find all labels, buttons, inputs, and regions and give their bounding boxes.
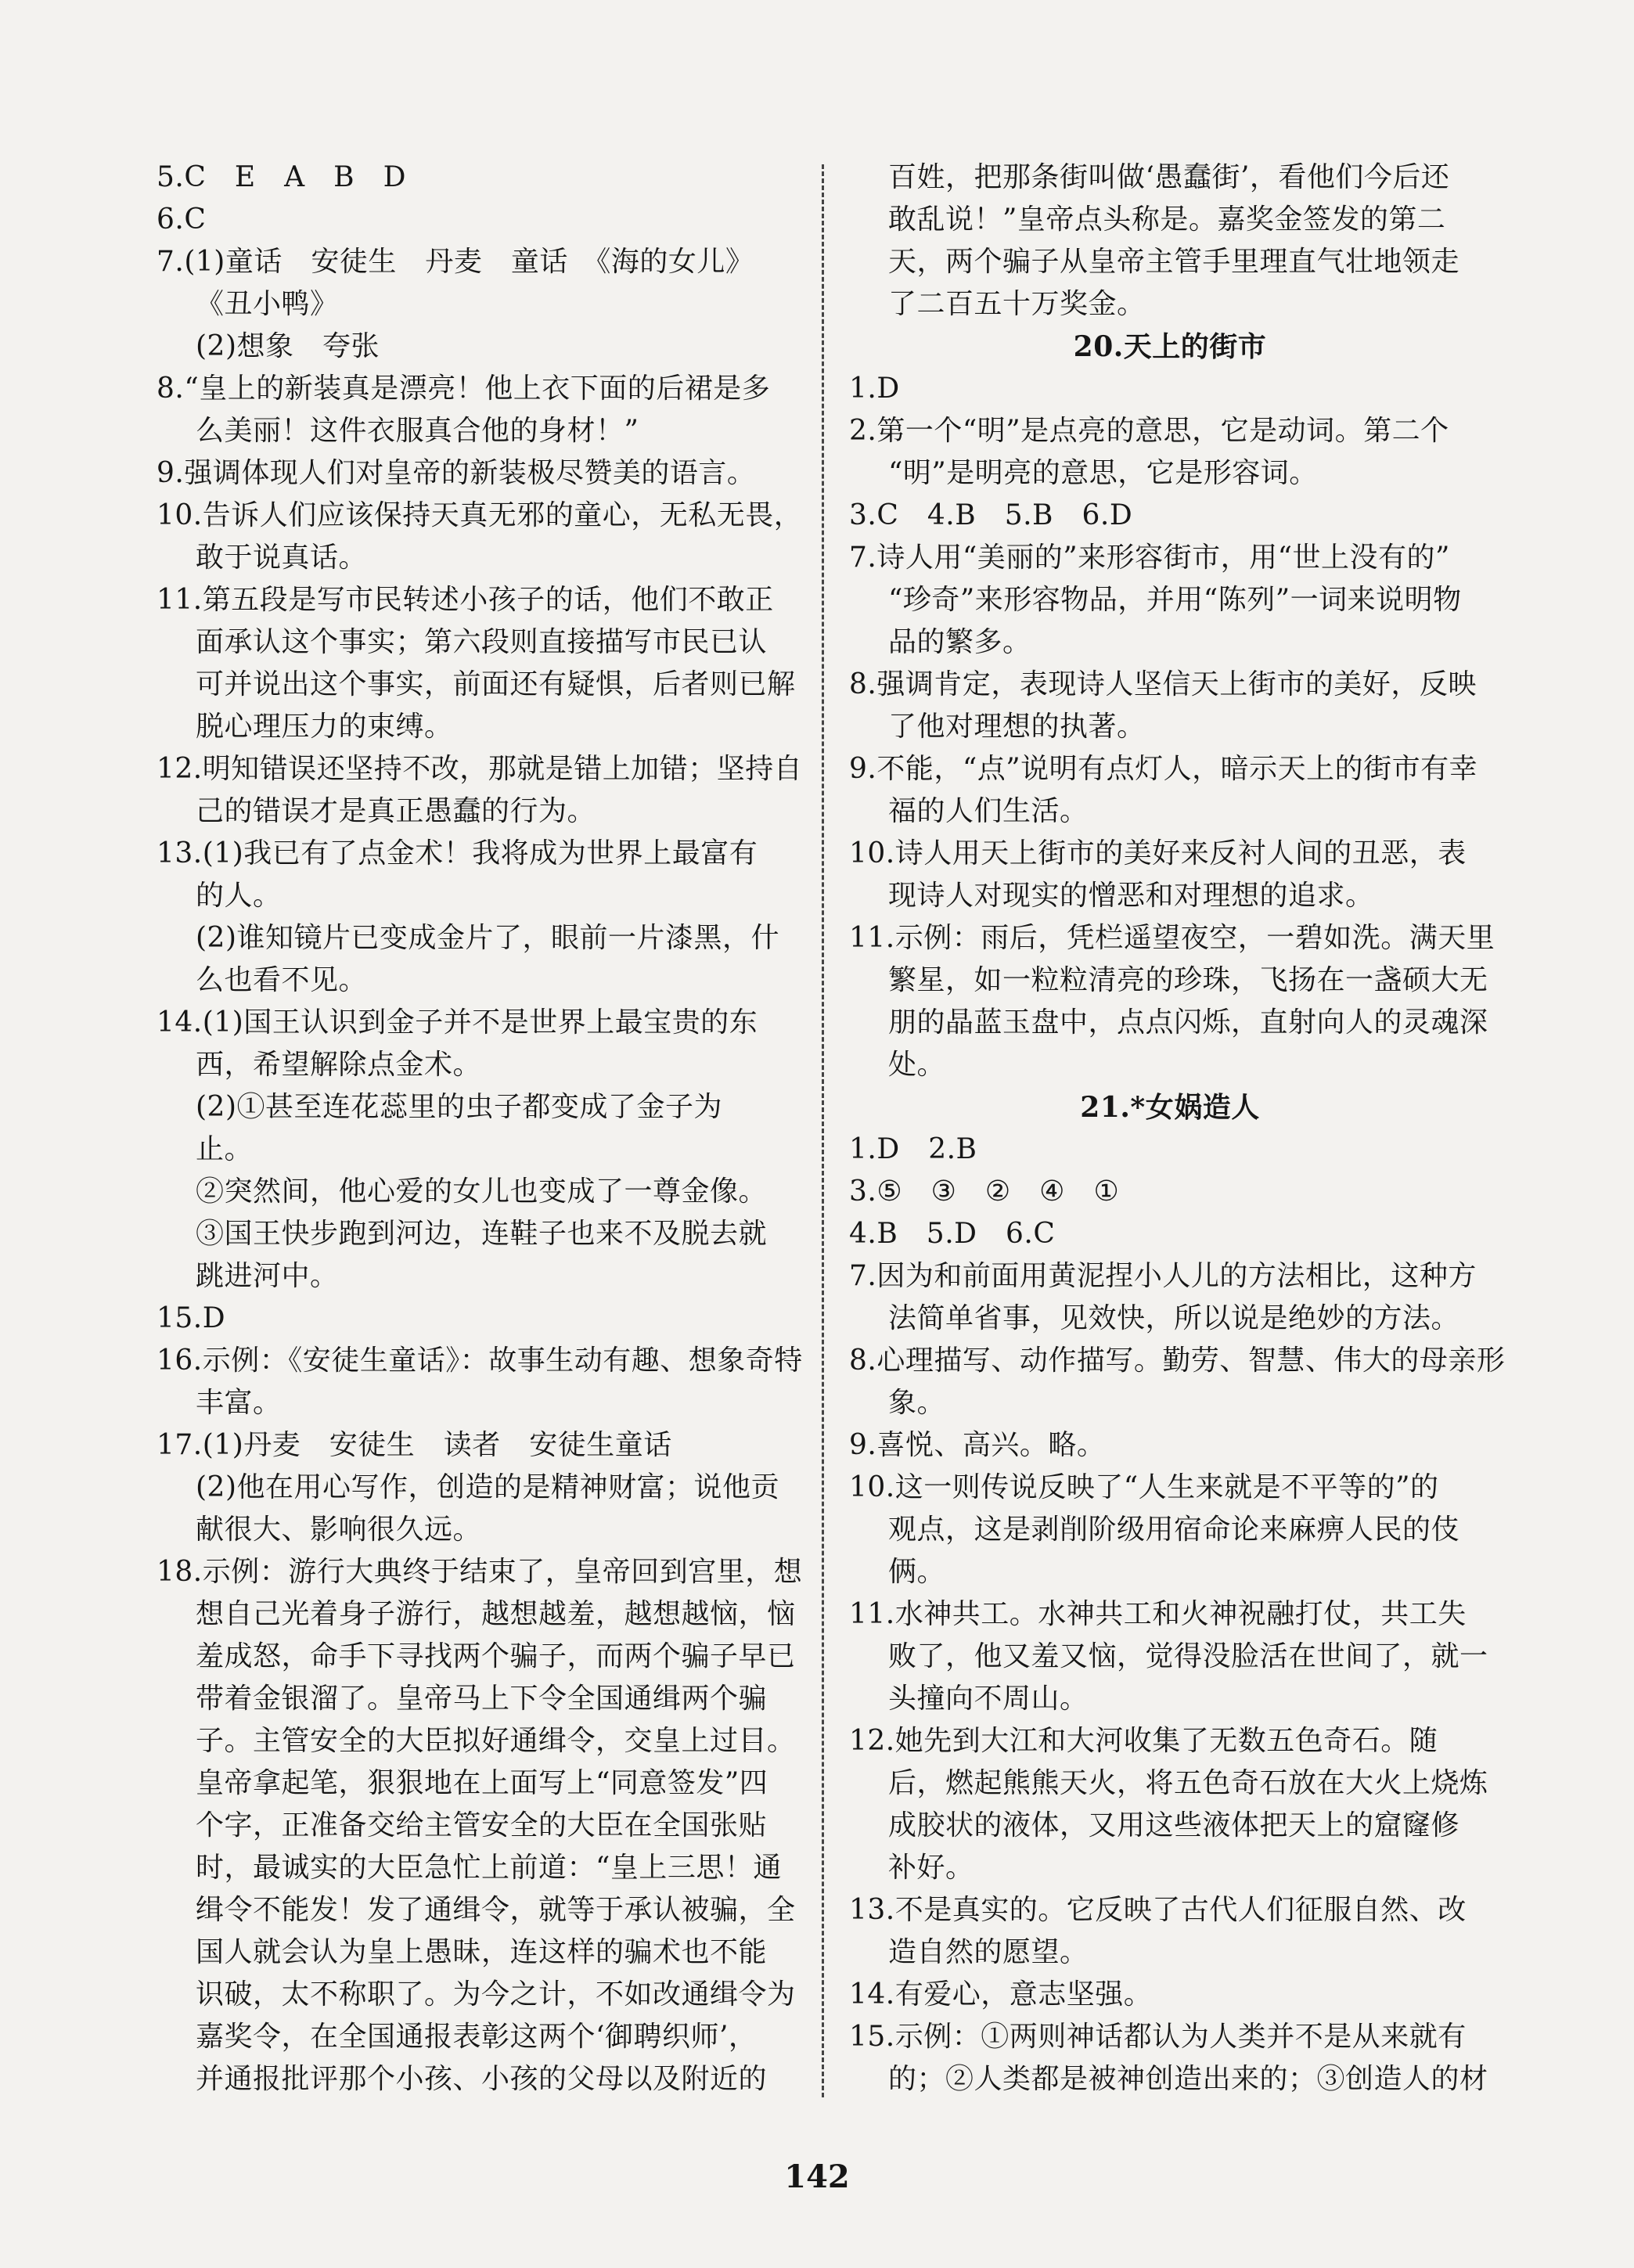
answer-line: (2)想象 夸张 [196, 330, 380, 362]
answer-line: 止。 [196, 1133, 254, 1165]
answer-line: 处。 [888, 1049, 946, 1081]
answer-line: 1.D [849, 373, 900, 405]
answer-line: 子。主管安全的大臣拟好通缉令，交皇上过目。 [196, 1725, 796, 1757]
answer-line: 4.B 5.D 6.C [849, 1218, 1056, 1250]
answer-line: 福的人们生活。 [888, 795, 1089, 827]
answer-line: 法简单省事，见效快，所以说是绝妙的方法。 [888, 1302, 1460, 1334]
answer-line: 8.“皇上的新装真是漂亮！他上衣下面的后裙是多 [157, 373, 771, 405]
answer-line: 1.D 2.B [849, 1133, 977, 1165]
answer-line: 7.因为和前面用黄泥捏小人儿的方法相比，这种方 [849, 1260, 1477, 1292]
answer-line: 11.第五段是写市民转述小孩子的话，他们不敢正 [157, 584, 774, 616]
answer-line: 9.不能，“点”说明有点灯人，暗示天上的街市有幸 [849, 753, 1478, 785]
answer-line: 头撞向不周山。 [888, 1683, 1089, 1715]
answer-line: 品的繁多。 [888, 626, 1031, 658]
answer-line: 14.有爱心，意志坚强。 [849, 1978, 1153, 2011]
answer-line: 并通报批评那个小孩、小孩的父母以及附近的 [196, 2063, 768, 2095]
answer-line: (2)他在用心写作，创造的是精神财富；说他贡 [196, 1471, 779, 1503]
answer-line: 《丑小鸭》 [196, 288, 339, 320]
answer-line: 跳进河中。 [196, 1260, 339, 1292]
page-number: 142 [784, 2158, 850, 2195]
answer-line: 9.强调体现人们对皇帝的新装极尽赞美的语言。 [157, 457, 756, 489]
answer-line: 繁星，如一粒粒清亮的珍珠，飞扬在一盏硕大无 [888, 964, 1488, 996]
answer-line: 敢于说真话。 [196, 542, 368, 574]
answer-line: 7.(1)童话 安徒生 丹麦 童话 《海的女儿》 [157, 246, 754, 278]
answer-line: 个字，正准备交给主管安全的大臣在全国张贴 [196, 1809, 768, 1841]
answer-line: 嘉奖令，在全国通报表彰这两个‘御聘织师’， [196, 2021, 758, 2053]
answer-line: 后，燃起熊熊天火，将五色奇石放在大火上烧炼 [888, 1767, 1488, 1799]
answer-line: 10.告诉人们应该保持天真无邪的童心，无私无畏， [157, 499, 803, 531]
answer-line: 8.心理描写、动作描写。勤劳、智慧、伟大的母亲形 [849, 1345, 1506, 1377]
answer-line: 象。 [888, 1387, 946, 1419]
answer-line: ②突然间，他心爱的女儿也变成了一尊金像。 [196, 1175, 768, 1208]
answer-line: 了二百五十万奖金。 [888, 288, 1146, 320]
answer-line: 的人。 [196, 880, 282, 912]
section-title: 21.*女娲造人 [1080, 1091, 1260, 1124]
answer-line: 观点，这是剥削阶级用宿命论来麻痹人民的伎 [888, 1514, 1460, 1546]
answer-line: 可并说出这个事实，前面还有疑惧，后者则已解 [196, 668, 796, 700]
answer-line: 15.D [157, 1302, 226, 1334]
column-divider [822, 164, 824, 2097]
answer-line: 识破，太不称职了。为今之计，不如改通缉令为 [196, 1978, 796, 2011]
answer-line: 6.C [157, 203, 207, 236]
answer-line: 朋的晶蓝玉盘中，点点闪烁，直射向人的灵魂深 [888, 1006, 1488, 1039]
answer-line: 13.(1)我已有了点金术！我将成为世界上最富有 [157, 837, 758, 869]
answer-line: 么也看不见。 [196, 964, 368, 996]
answer-line: 了他对理想的执著。 [888, 711, 1146, 743]
answer-line: 2.第一个“明”是点亮的意思，它是动词。第二个 [849, 415, 1449, 447]
answer-line: 11.示例：雨后，凭栏遥望夜空，一碧如洗。满天里 [849, 922, 1495, 954]
answer-line: 5.C E A B D [157, 161, 406, 193]
answer-line: 3.C 4.B 5.B 6.D [849, 499, 1133, 531]
right-column [849, 157, 1506, 2101]
answer-line: 3.⑤ ③ ② ④ ① [849, 1175, 1120, 1208]
answer-line: 缉令不能发！发了通缉令，就等于承认被骗，全 [196, 1894, 796, 1926]
answer-line: 补好。 [888, 1852, 974, 1884]
answer-line: 俩。 [888, 1556, 946, 1588]
answer-line: 17.(1)丹麦 安徒生 读者 安徒生童话 [157, 1429, 672, 1461]
answer-line: 成胶状的液体，又用这些液体把天上的窟窿修 [888, 1809, 1460, 1841]
answer-line: 造自然的愿望。 [888, 1936, 1089, 1968]
answer-line: 么美丽！这件衣服真合他的身材！” [196, 415, 639, 447]
answer-line: 的；②人类都是被神创造出来的；③创造人的材 [888, 2063, 1488, 2095]
answer-line: 脱心理压力的束缚。 [196, 711, 453, 743]
answer-line: 敢乱说！”皇帝点头称是。嘉奖金签发的第二 [888, 203, 1446, 236]
answer-line: 羞成怒，命手下寻找两个骗子，而两个骗子早已 [196, 1640, 796, 1672]
answer-line: 国人就会认为皇上愚昧，连这样的骗术也不能 [196, 1936, 768, 1968]
answer-line: 8.强调肯定，表现诗人坚信天上街市的美好，反映 [849, 668, 1477, 700]
answer-line: 12.她先到大江和大河收集了无数五色奇石。随 [849, 1725, 1438, 1757]
answer-line: 时，最诚实的大臣急忙上前道：“皇上三思！通 [196, 1852, 782, 1884]
answer-line: ③国王快步跑到河边，连鞋子也来不及脱去就 [196, 1218, 768, 1250]
answer-line: 败了，他又羞又恼，觉得没脸活在世间了，就一 [888, 1640, 1488, 1672]
answer-line: 现诗人对现实的憎恶和对理想的追求。 [888, 880, 1374, 912]
answer-line: 想自己光着身子游行，越想越羞，越想越恼，恼 [196, 1598, 796, 1630]
answer-line: 己的错误才是真正愚蠢的行为。 [196, 795, 596, 827]
answer-line: 13.不是真实的。它反映了古代人们征服自然、改 [849, 1894, 1467, 1926]
answer-line: (2)①甚至连花蕊里的虫子都变成了金子为 [196, 1091, 722, 1123]
answer-line: “明”是明亮的意思，它是形容词。 [888, 457, 1318, 489]
answer-line: 12.明知错误还坚持不改，那就是错上加错；坚持自 [157, 753, 803, 785]
answer-line: 皇帝拿起笔，狠狠地在上面写上“同意签发”四 [196, 1767, 768, 1799]
answer-line: 面承认这个事实；第六段则直接描写市民已认 [196, 626, 768, 658]
answer-line: “珍奇”来形容物品，并用“陈列”一词来说明物 [888, 584, 1462, 616]
answer-line: 18.示例：游行大典终于结束了，皇帝回到宫里，想 [157, 1556, 803, 1588]
answer-line: (2)谁知镜片已变成金片了，眼前一片漆黑，什 [196, 922, 779, 954]
answer-line: 9.喜悦、高兴。略。 [849, 1429, 1106, 1461]
answer-line: 14.(1)国王认识到金子并不是世界上最宝贵的东 [157, 1006, 758, 1039]
answer-line: 丰富。 [196, 1387, 282, 1419]
answer-line: 11.水神共工。水神共工和火神祝融打仗，共工失 [849, 1598, 1467, 1630]
answer-line: 献很大、影响很久远。 [196, 1514, 482, 1546]
answer-line: 天，两个骗子从皇帝主管手里理直气壮地领走 [888, 246, 1460, 278]
answer-line: 7.诗人用“美丽的”来形容街市，用“世上没有的” [849, 542, 1450, 574]
left-column [157, 157, 803, 2101]
section-title: 20.天上的街市 [1073, 330, 1267, 363]
answer-line: 15.示例：①两则神话都认为人类并不是从来就有 [849, 2021, 1467, 2053]
answer-line: 10.这一则传说反映了“人生来就是不平等的”的 [849, 1471, 1439, 1503]
answer-line: 百姓，把那条街叫做‘愚蠢街’，看他们今后还 [888, 161, 1450, 193]
answer-line: 西，希望解除点金术。 [196, 1049, 482, 1081]
answer-line: 16.示例：《安徒生童话》：故事生动有趣、想象奇特 [157, 1345, 803, 1377]
answer-line: 10.诗人用天上街市的美好来反衬人间的丑恶，表 [849, 837, 1467, 869]
answer-line: 带着金银溜了。皇帝马上下令全国通缉两个骗 [196, 1683, 768, 1715]
